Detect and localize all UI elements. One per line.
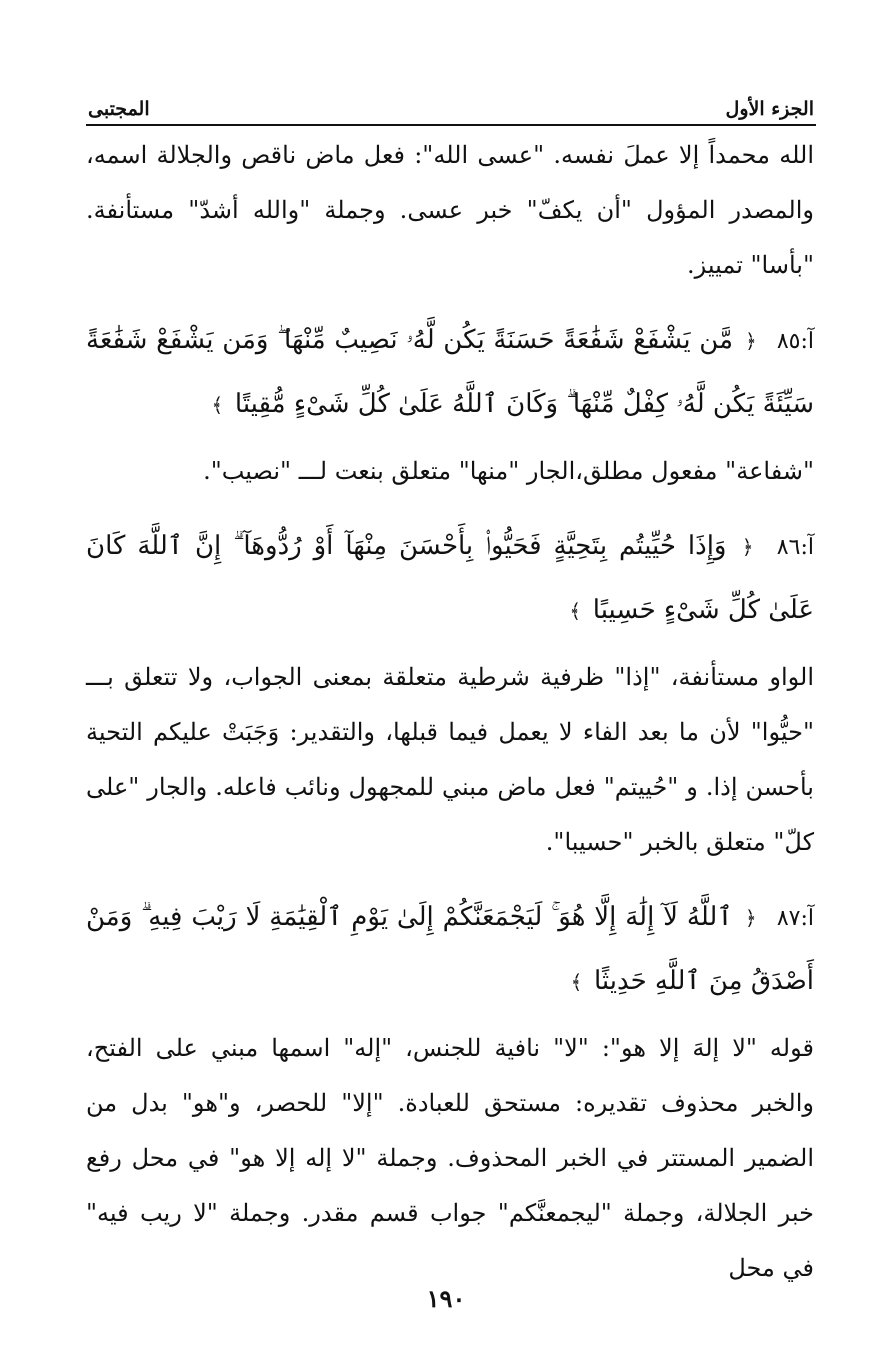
page-body bbox=[86, 128, 814, 1296]
ornate-bracket-close: ﴾ bbox=[211, 393, 224, 417]
commentary-paragraph: الله محمداً إلا عملَ نفسه. "عسى الله": فعل ماض ناقص والجلالة اسمه، والمصدر المؤول "أن يكفّ" خبر عسى. وجملة "والله أشدّ" مستأنفة. "بأسا" تمييز. bbox=[86, 141, 814, 279]
ornate-bracket-open: ﴿ bbox=[741, 535, 754, 559]
ornate-bracket-close: ﴾ bbox=[570, 970, 583, 994]
commentary-paragraph: قوله "لا إلهَ إلا هو": "لا" نافية للجنس، "إله" اسمها مبني على الفتح، والخبر محذوف تقديره: مستحق للعبادة. "إلا" للحصر، و"هو" بدل من الضمير المستتر في الخبر المحذوف. وجملة "لا إله إلا هو" في محل رفع خبر الجلالة، وجملة "ليجمعنَّكم" جواب قسم مقدر. وجملة "لا ريب فيه" في محل bbox=[86, 1034, 814, 1282]
verse-text: مَّن يَشْفَعْ شَفَٰعَةً حَسَنَةً يَكُن لَّهُۥ نَصِيبٌ مِّنْهَا ۖ وَمَن يَشْفَعْ شَفَٰعَةً سَيِّئَةً يَكُن لَّهُۥ كِفْلٌ مِّنْهَا ۗ وَكَانَ ٱللَّهُ عَلَىٰ كُلِّ شَىْءٍ مُّقِيتًا bbox=[86, 325, 814, 419]
quran-verse bbox=[86, 870, 814, 1021]
verse-text: وَإِذَا حُيِّيتُم بِتَحِيَّةٍ فَحَيُّوا۟ بِأَحْسَنَ مِنْهَآ أَوْ رُدُّوهَآ ۗ إِنَّ ٱللَّهَ كَانَ عَلَىٰ كُلِّ شَىْءٍ حَسِيبًا bbox=[86, 531, 814, 625]
commentary-paragraph: "شفاعة" مفعول مطلق،الجار "منها" متعلق بنعت لـــ "نصيب". bbox=[203, 457, 814, 485]
verse-number: آ:٨٦ bbox=[776, 535, 814, 560]
ornate-bracket-open: ﴿ bbox=[745, 329, 757, 353]
commentary-paragraph: الواو مستأنفة، "إذا" ظرفية شرطية متعلقة بمعنى الجواب، ولا تتعلق بـــ "حيُّوا" لأن ما بعد الفاء لا يعمل فيما قبلها، والتقدير: وَجَبَتْ عليكم التحية بأحسن إذا. و "حُييتم" فعل ماض مبني للمجهول ونائب فاعله. والجار "على كلّ" متعلق بالخبر "حسيبا". bbox=[86, 663, 814, 856]
ornate-bracket-open: ﴿ bbox=[744, 906, 757, 930]
volume-title: الجزء الأول bbox=[725, 98, 814, 120]
running-head bbox=[88, 84, 814, 120]
verse-number: آ:٨٥ bbox=[776, 329, 814, 354]
page-number: ١٩٠ bbox=[426, 1284, 466, 1313]
quran-verse bbox=[86, 499, 814, 650]
ornate-bracket-close: ﴾ bbox=[569, 599, 582, 623]
header-rule bbox=[86, 124, 816, 126]
verse-number: آ:٨٧ bbox=[776, 906, 814, 931]
verse-text: ٱللَّهُ لَآ إِلَٰهَ إِلَّا هُوَ ۚ لَيَجْمَعَنَّكُمْ إِلَىٰ يَوْمِ ٱلْقِيَٰمَةِ لَا رَيْبَ فِيهِ ۗ وَمَنْ أَصْدَقُ مِنَ ٱللَّهِ حَدِيثًا bbox=[86, 902, 814, 996]
quran-verse bbox=[86, 293, 814, 444]
book-title: المجتبى bbox=[88, 98, 150, 120]
